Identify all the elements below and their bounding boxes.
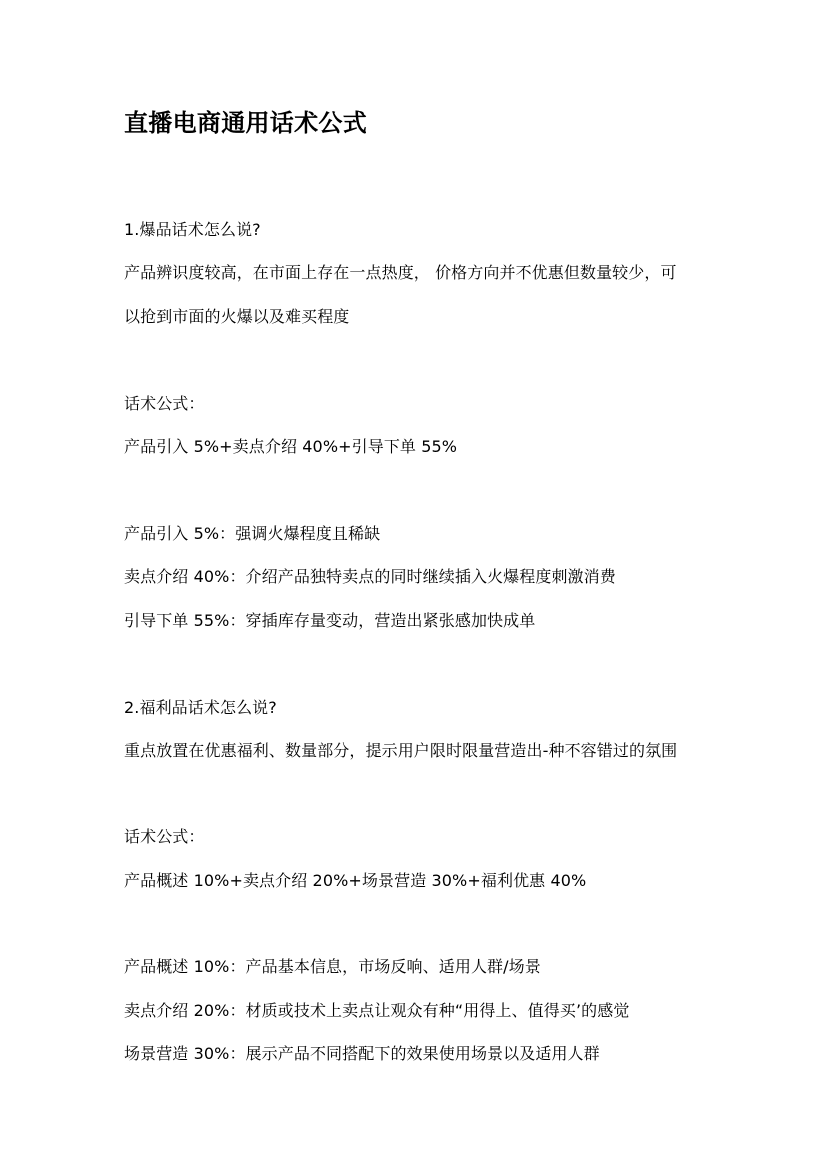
- section-1-formula-label: 话术公式：: [124, 394, 205, 413]
- document-title: 直播电商通用话术公式: [124, 109, 367, 137]
- section-1-detail-3: 引导下单 55%：穿插库存量变动，营造出紧张感加快成单: [124, 611, 536, 630]
- section-1-detail-2: 卖点介绍 40%：介绍产品独特卖点的同时继续插入火爆程度刺激消费: [124, 567, 616, 586]
- section-2-detail-2: 卖点介绍 20%：材质或技术上卖点让观众有种“用得上、值得买’的感觉: [124, 1001, 630, 1020]
- section-1-detail-1: 产品引入 5%：强调火爆程度且稀缺: [124, 524, 381, 543]
- section-1-description-line-2: 以抢到市面的火爆以及难买程度: [124, 307, 350, 326]
- section-2-detail-3: 场景营造 30%：展示产品不同搭配下的效果使用场景以及适用人群: [124, 1044, 600, 1063]
- section-2-description-line-1: 重点放置在优惠福利、数量部分，提示用户限时限量营造出-种不容错过的氛围: [124, 741, 678, 760]
- section-1-formula: 产品引入 5%+卖点介绍 40%+引导下单 55%: [124, 437, 458, 456]
- section-2-formula-label: 话术公式：: [124, 827, 205, 846]
- section-2-heading: 2.福利品话术怎么说?: [124, 698, 277, 717]
- section-2-formula: 产品概述 10%+卖点介绍 20%+场景营造 30%+福利优惠 40%: [124, 871, 587, 890]
- section-1-description-line-1: 产品辨识度较高，在市面上存在一点热度， 价格方向并不优惠但数量较少，可: [124, 263, 677, 282]
- section-2-detail-1: 产品概述 10%：产品基本信息，市场反响、适用人群/场景: [124, 957, 541, 976]
- section-1-heading: 1.爆品话术怎么说?: [124, 220, 261, 239]
